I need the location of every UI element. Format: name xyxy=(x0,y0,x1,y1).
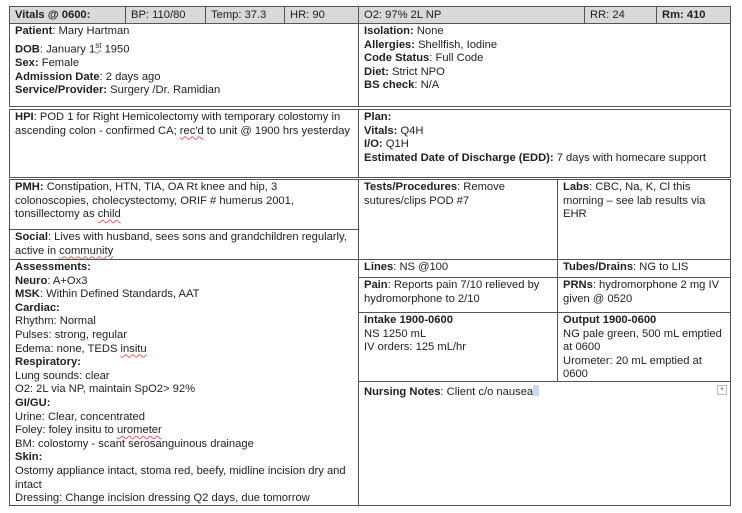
intake-ns: NS 1250 mL xyxy=(364,327,427,340)
admission-label: Admission Date xyxy=(15,70,100,83)
nursing-notes-label: Nursing Notes xyxy=(364,386,441,398)
text-cursor xyxy=(533,385,539,396)
plan-cell[interactable] xyxy=(358,109,731,178)
pmh-text: Constipation, HTN, TIA, OA Rt knee and hip, 3 colonoscopies, cholecystectomy, ORIF # humerus 2001, tonsillectomy as xyxy=(15,181,294,221)
lines-text: : NS @100 xyxy=(393,261,449,273)
plan-io-value: Q1H xyxy=(382,138,409,151)
allergies-value: Shellfish, Iodine xyxy=(414,38,498,51)
social-cell[interactable] xyxy=(9,229,359,260)
urine: Urine: Clear, concentrated xyxy=(15,410,145,423)
intake-cell[interactable] xyxy=(358,312,558,382)
temp-cell[interactable]: Temp: 37.3 xyxy=(205,6,285,24)
code-status-value: : Full Code xyxy=(429,52,484,65)
neuro-label: Neuro xyxy=(15,274,48,287)
msk-value: : Within Defined Standards, AAT xyxy=(39,288,200,301)
edd-value: 7 days with homecare support xyxy=(553,151,706,164)
foley: Foley: foley insitu to xyxy=(15,424,117,437)
assessments-cell[interactable] xyxy=(9,259,359,506)
lines-cell[interactable] xyxy=(358,259,558,278)
patient-name: : Mary Hartman xyxy=(52,25,130,37)
code-status-label: Code Status xyxy=(364,52,430,65)
tubes-cell[interactable] xyxy=(557,259,731,278)
pulses: Pulses: strong, regular xyxy=(15,328,127,341)
intake-iv: IV orders: 125 mL/hr xyxy=(364,341,466,354)
kardex-report-sheet xyxy=(9,6,731,506)
rhythm: Rhythm: Normal xyxy=(15,315,96,328)
sex-value: Female xyxy=(38,56,80,69)
hr-cell[interactable]: HR: 90 xyxy=(284,6,359,24)
isolation-label: Isolation: xyxy=(364,25,414,37)
social-label: Social xyxy=(15,231,48,243)
plan-vitals-value: Q4H xyxy=(397,124,424,137)
patient-name-label: Patient xyxy=(15,25,53,37)
o2-assessment: O2: 2L via NP, maintain SpO2> 92% xyxy=(15,383,196,396)
rr-cell[interactable]: RR: 24 xyxy=(584,6,657,24)
labs-cell[interactable] xyxy=(557,179,731,260)
output-urometer: Urometer: 20 mL emptied at 0600 xyxy=(563,354,702,381)
bs-check-label: BS check xyxy=(364,79,415,92)
pain-cell[interactable] xyxy=(358,277,558,313)
nursing-notes-text: : Client c/o nausea xyxy=(440,386,534,398)
plan-label: Plan: xyxy=(364,111,392,123)
bm: BM: colostomy - scant serosanguinous drainage xyxy=(15,437,254,450)
patient-info-cell[interactable] xyxy=(9,23,359,107)
o2-cell[interactable]: O2: 97% 2L NP xyxy=(358,6,585,24)
labs-text: : CBC, Na, K, Cl this morning – see lab results via EHR xyxy=(563,181,706,221)
output-ng: NG pale green, 500 mL emptied at 0600 xyxy=(563,327,722,354)
hpi-label: HPI xyxy=(15,111,34,123)
isolation-value: None xyxy=(413,25,444,37)
pmh-label: PMH: xyxy=(15,181,44,193)
assessments-label: Assessments: xyxy=(15,261,91,273)
msk-label: MSK xyxy=(15,288,40,301)
foley-urometer: urometer xyxy=(116,424,162,437)
prns-label: PRNs xyxy=(563,279,593,291)
dob-suffix: st xyxy=(95,40,102,50)
tests-text: : Remove sutures/clips POD #7 xyxy=(364,181,505,207)
vitals-row xyxy=(9,6,731,24)
social-text: : Lives with husband, sees sons and grandchildren regularly, active in xyxy=(15,231,347,257)
nursing-notes-cell[interactable] xyxy=(358,381,731,506)
tests-label: Tests/Procedures xyxy=(364,181,458,193)
plan-io-label: I/O: xyxy=(364,138,383,151)
dob-value: : January 1 xyxy=(39,43,96,56)
neuro-value: : A+Ox3 xyxy=(47,274,88,287)
admission-value: : 2 days ago xyxy=(99,70,161,83)
bp-cell[interactable]: BP: 110/80 xyxy=(125,6,206,24)
service-label: Service/Provider: xyxy=(15,84,108,97)
skin-label: Skin: xyxy=(15,451,43,464)
diet-label: Diet: xyxy=(364,65,389,78)
isolation-cell[interactable] xyxy=(358,23,731,107)
prns-text: : hydromorphone 2 mg IV given @ 0520 xyxy=(563,279,720,305)
pain-text: : Reports pain 7/10 relieved by hydromorphone to 2/10 xyxy=(364,279,540,305)
edema-insitu: insitu xyxy=(120,342,147,355)
service-value: Surgery /Dr. Ramidian xyxy=(107,84,221,97)
lines-label: Lines xyxy=(364,261,394,273)
edd-label: Estimated Date of Discharge (EDD): xyxy=(364,151,554,164)
dob-label: DOB xyxy=(15,43,40,56)
intake-label: Intake 1900-0600 xyxy=(364,314,453,326)
output-label: Output 1900-0600 xyxy=(563,314,657,326)
social-community: community xyxy=(59,244,114,257)
diet-value: Strict NPO xyxy=(388,65,445,78)
allergies-label: Allergies: xyxy=(364,38,415,51)
gigu-label: GI/GU: xyxy=(15,396,51,409)
sex-label: Sex: xyxy=(15,56,39,69)
respiratory-label: Respiratory: xyxy=(15,356,81,369)
pmh-cell[interactable] xyxy=(9,179,359,230)
hpi-recd: rec'd xyxy=(179,124,204,137)
tubes-label: Tubes/Drains xyxy=(563,261,634,273)
output-cell[interactable] xyxy=(557,312,731,382)
prns-cell[interactable] xyxy=(557,277,731,313)
lung-sounds: Lung sounds: clear xyxy=(15,369,110,382)
ostomy: Ostomy appliance intact, stoma red, beefy, midline incision dry and intact xyxy=(15,464,346,491)
bs-check-value: : N/A xyxy=(414,79,440,92)
labs-label: Labs xyxy=(563,181,590,193)
pmh-child: child xyxy=(97,208,121,221)
chevron-down-icon[interactable]: ▾ xyxy=(717,385,727,395)
room-cell[interactable]: Rm: 410 xyxy=(656,6,731,24)
dressing: Dressing: Change incision dressing Q2 days, due tomorrow xyxy=(15,492,310,505)
vitals-label[interactable]: Vitals @ 0600: xyxy=(9,6,126,24)
hpi-text-end: to unit @ 1900 hrs yesterday xyxy=(203,124,351,137)
plan-vitals-label: Vitals: xyxy=(364,124,398,137)
pain-label: Pain xyxy=(364,279,388,291)
dob-year: 1950 xyxy=(101,43,130,56)
edema: Edema: none, TEDS xyxy=(15,342,121,355)
hpi-cell[interactable] xyxy=(9,109,359,178)
tubes-text: : NG to LIS xyxy=(633,261,689,273)
hpi-text: : POD 1 for Right Hemicolectomy with temporary colostomy in ascending colon - confirmed CA; xyxy=(15,111,341,137)
cardiac-label: Cardiac: xyxy=(15,301,60,314)
tests-cell[interactable] xyxy=(358,179,558,260)
